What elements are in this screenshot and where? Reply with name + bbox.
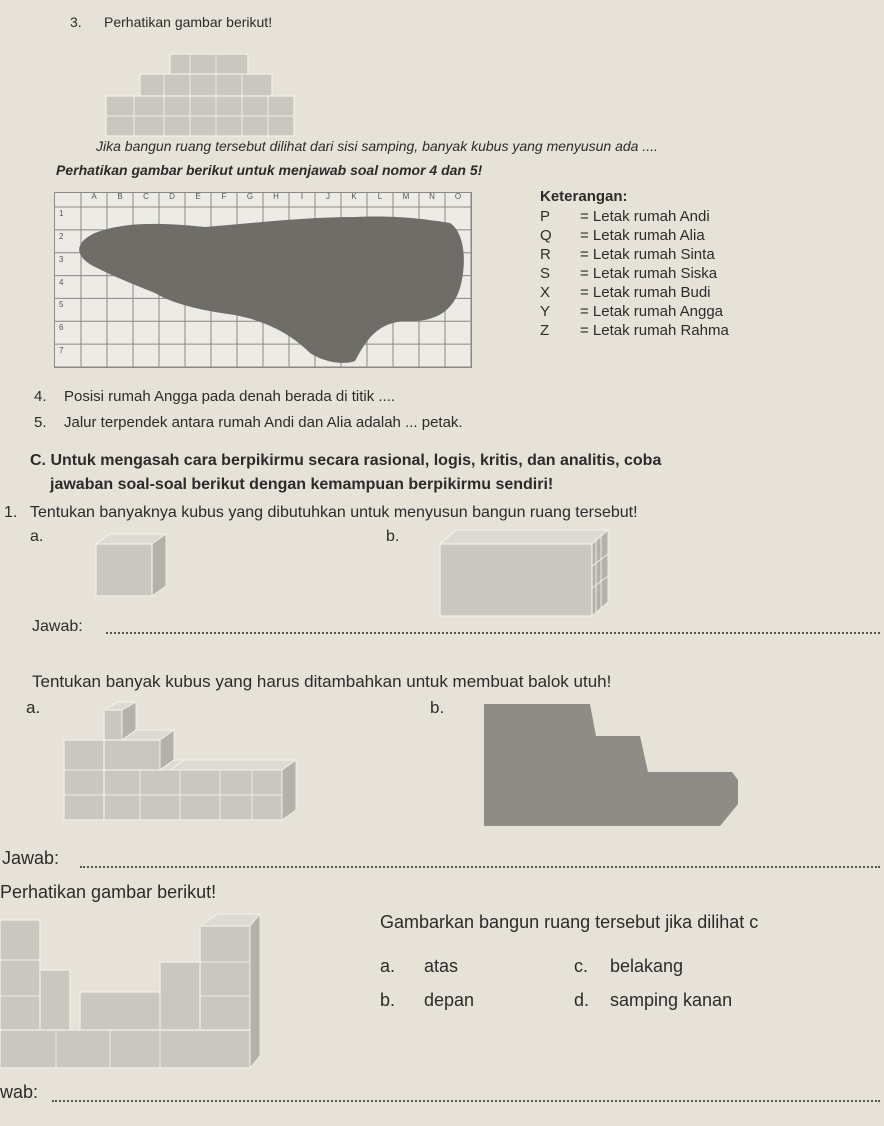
q3-number: 3.	[70, 14, 82, 30]
c1-label-a: a.	[30, 528, 44, 545]
c3-option-b-text: depan	[424, 990, 475, 1010]
q3-cube-figure	[100, 50, 310, 140]
map-column-label: A	[91, 192, 97, 201]
legend-desc: = Letak rumah Siska	[580, 265, 718, 282]
map-column-label: H	[273, 192, 279, 201]
c1a-cube-figure	[90, 530, 170, 600]
legend-desc: = Letak rumah Andi	[580, 208, 710, 225]
map-island-shape	[79, 216, 464, 362]
c3-option-b-key: b.	[380, 990, 396, 1010]
c2-label-b: b.	[430, 698, 445, 717]
c3-instruction: Gambarkan bangun ruang tersebut jika dilihat c	[380, 912, 759, 932]
map-column-label: D	[169, 192, 175, 201]
section-c-line1: C. Untuk mengasah cara berpikirmu secara rasional, logis, kritis, dan analitis, coba	[30, 452, 662, 469]
c3-option-a-text: atas	[424, 956, 459, 976]
c2a-staircase-figure	[60, 700, 300, 830]
map-column-label: J	[326, 192, 330, 201]
c2-answer-line[interactable]	[80, 866, 880, 868]
legend-key: P	[540, 208, 551, 225]
map-row-labels	[57, 207, 79, 367]
legend-key: R	[540, 246, 551, 263]
map-row-label: 1	[59, 209, 64, 218]
q4-number: 4.	[34, 388, 47, 405]
map-row-label: 2	[59, 231, 64, 241]
map-column-label: N	[429, 192, 435, 201]
q5-number: 5.	[34, 414, 47, 431]
c3-option-c-text: belakang	[610, 956, 684, 976]
c3-title: Perhatikan gambar berikut!	[0, 882, 217, 902]
map-row-label: 6	[59, 323, 64, 333]
map-column-label: L	[377, 192, 383, 201]
c3-option-a-key: a.	[380, 956, 396, 976]
q3-cube-stack	[106, 54, 294, 136]
c1-text: Tentukan banyaknya kubus yang dibutuhkan untuk menyusun bangun ruang tersebut!	[30, 504, 638, 521]
legend-desc: = Letak rumah Angga	[580, 303, 724, 320]
map-column-label: K	[351, 192, 357, 201]
map-column-labels	[81, 192, 471, 206]
q5-text: Jalur terpendek antara rumah Andi dan Alia adalah ... petak.	[64, 414, 463, 431]
c2-text: Tentukan banyak kubus yang harus ditambahkan untuk membuat balok utuh!	[32, 672, 612, 691]
legend-desc: = Letak rumah Budi	[580, 284, 711, 301]
c2b-block-figure	[480, 700, 742, 830]
legend-key: Z	[540, 322, 550, 339]
map-row-label: 3	[59, 254, 64, 264]
q3-question: Jika bangun ruang tersebut dilihat dari sisi samping, banyak kubus yang menyusun ada ....	[96, 138, 658, 154]
c3-option-d-key: d.	[574, 990, 590, 1010]
legend-key: S	[540, 265, 551, 282]
c2-label-a: a.	[26, 698, 41, 717]
c1-label-b: b.	[386, 528, 400, 545]
c1-answer-line[interactable]	[106, 632, 880, 634]
legend-desc: = Letak rumah Rahma	[580, 322, 729, 339]
map-row-label: 7	[59, 346, 64, 356]
c3-option-c-key: c.	[574, 956, 589, 976]
map-column-label: F	[221, 192, 227, 201]
map-column-label: C	[143, 192, 149, 201]
c1-number: 1.	[4, 504, 18, 521]
c3-option-d-text: samping kanan	[610, 990, 733, 1010]
map-row-label: 4	[59, 277, 64, 287]
map-intro: Perhatikan gambar berikut untuk menjawab soal nomor 4 dan 5!	[56, 162, 483, 178]
map-column-label: E	[195, 192, 201, 201]
map-column-label: O	[454, 192, 462, 201]
q3-title: Perhatikan gambar berikut!	[104, 14, 273, 30]
legend-title: Keterangan:	[540, 188, 628, 205]
map-column-label: M	[402, 192, 410, 201]
legend-key: Y	[540, 303, 551, 320]
legend-desc: = Letak rumah Sinta	[580, 246, 715, 263]
map-row-label: 5	[59, 300, 64, 310]
c2-answer-label: Jawab:	[2, 848, 60, 868]
section-c-line2: jawaban soal-soal berikut dengan kemampuan berpikirmu sendiri!	[50, 476, 554, 493]
legend-desc: = Letak rumah Alia	[580, 227, 705, 244]
map-column-label: I	[300, 192, 304, 201]
map-column-label: G	[246, 192, 254, 201]
c3-cube-figure	[0, 910, 270, 1070]
legend-key: Q	[540, 227, 552, 244]
c1b-block-figure	[436, 526, 612, 618]
map-gridlines	[55, 193, 471, 367]
c3-answer-line[interactable]	[52, 1100, 880, 1102]
c1-answer-label: Jawab:	[32, 618, 83, 635]
map-grid	[54, 192, 472, 368]
map-column-label: B	[117, 192, 123, 201]
q4-text: Posisi rumah Angga pada denah berada di titik ....	[64, 388, 396, 405]
c3-answer-label: wab:	[0, 1082, 39, 1102]
legend-key: X	[540, 284, 551, 301]
